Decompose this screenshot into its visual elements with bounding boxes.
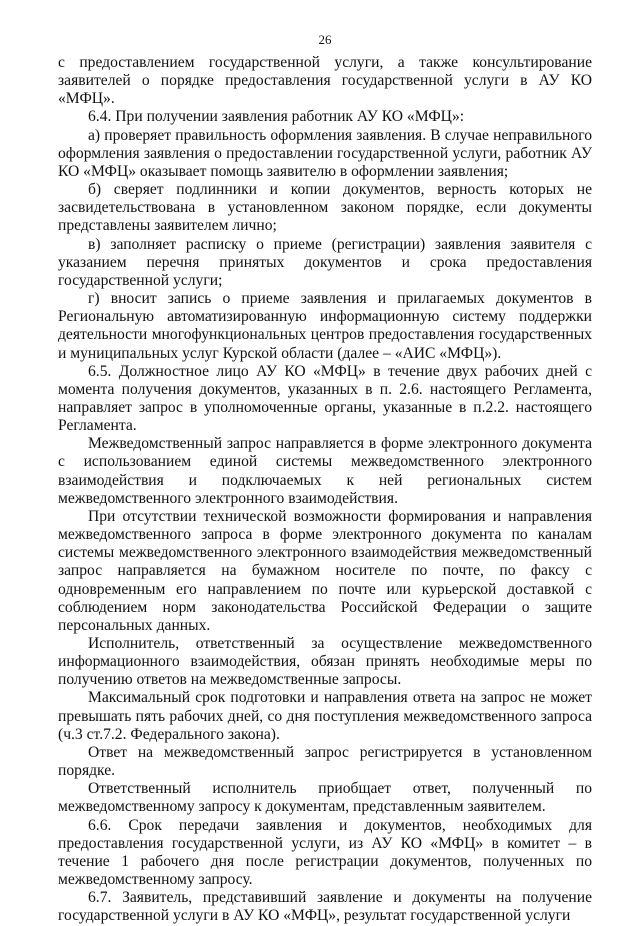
paragraph-continuation: с предоставлением государственной услуги, а также консультирование заявителей о порядке предоставления государственной услуги в АУ КО «МФЦ». [58, 54, 592, 108]
paragraph-6-5: 6.5. Должностное лицо АУ КО «МФЦ» в течение двух рабочих дней с момента получения документов, указанных в п. 2.6. настоящего Регламента, направляет запрос в уполномоченные органы, указанные в п.2.2. настоящего Регламента. [58, 362, 592, 435]
paragraph-6-7: 6.7. Заявитель, представивший заявление и документы на получение государственной услуги в АУ КО «МФЦ», результат государственной услуги [58, 889, 592, 925]
paragraph-6-4: 6.4. При получении заявления работник АУ КО «МФЦ»: [88, 108, 465, 126]
paragraph-max-response-time: Максимальный срок подготовки и направления ответа на запрос не может превышать пять рабочих дней, со дня поступления межведомственного запроса (ч.3 ст.7.2. Федерального закона). [58, 689, 592, 743]
paragraph-response-registration: Ответ на межведомственный запрос регистрируется в установленном порядке. [58, 743, 592, 780]
paragraph-response-attachment: Ответственный исполнитель приобщает ответ, полученный по межведомственному запросу к документам, представленным заявителем. [58, 780, 592, 816]
document-page [58, 32, 592, 926]
paragraph-6-6: 6.6. Срок передачи заявления и документов, необходимых для предоставления государственной услуги, из АУ КО «МФЦ» в комитет – в течение 1 рабочего дня после регистрации документов, полученных по межведомственному запросу. [58, 816, 592, 889]
paragraph-6-4-g: г) вносит запись о приеме заявления и прилагаемых документов в Региональную автоматизированную информационную систему поддержки деятельности многофункциональных центров предоставления государственных и муниципальных услуг Курской области (далее – «АИС «МФЦ»). [58, 290, 592, 362]
paragraph-no-technical-capability: При отсутствии технической возможности формирования и направления межведомственного запроса в форме электронного документа по каналам системы межведомственного электронного взаимодействия межведомственный запрос направляется на бумажном носителе по почте, по факсу с одновременным его направлением по почте или курьерской доставкой с соблюдением норм законодательства Российской Федерации о защите персональных данных. [58, 507, 592, 634]
paragraph-interagency-request-form: Межведомственный запрос направляется в форме электронного документа с использованием единой системы межведомственного электронного взаимодействия и подключаемых к ней региональных систем межведомственного электронного взаимодействия. [58, 435, 592, 507]
paragraph-executor-duties: Исполнитель, ответственный за осуществление межведомственного информационного взаимодействия, обязан принять необходимые меры по получению ответов на межведомственные запросы. [58, 635, 592, 689]
paragraph-6-4-b: б) сверяет подлинники и копии документов, верность которых не засвидетельствована в установленном законом порядке, если документы представлены заявителем лично; [58, 181, 592, 235]
paragraph-6-4-a: а) проверяет правильность оформления заявления. В случае неправильного оформления заявления о предоставлении государственной услуги, работник АУ КО «МФЦ» оказывает помощь заявителю в оформлении заявления; [58, 126, 592, 180]
paragraph-6-4-v: в) заполняет расписку о приеме (регистрации) заявления заявителя с указанием перечня принятых документов и срока предоставления государственной услуги; [58, 235, 592, 289]
page-number: 26 [318, 32, 332, 47]
